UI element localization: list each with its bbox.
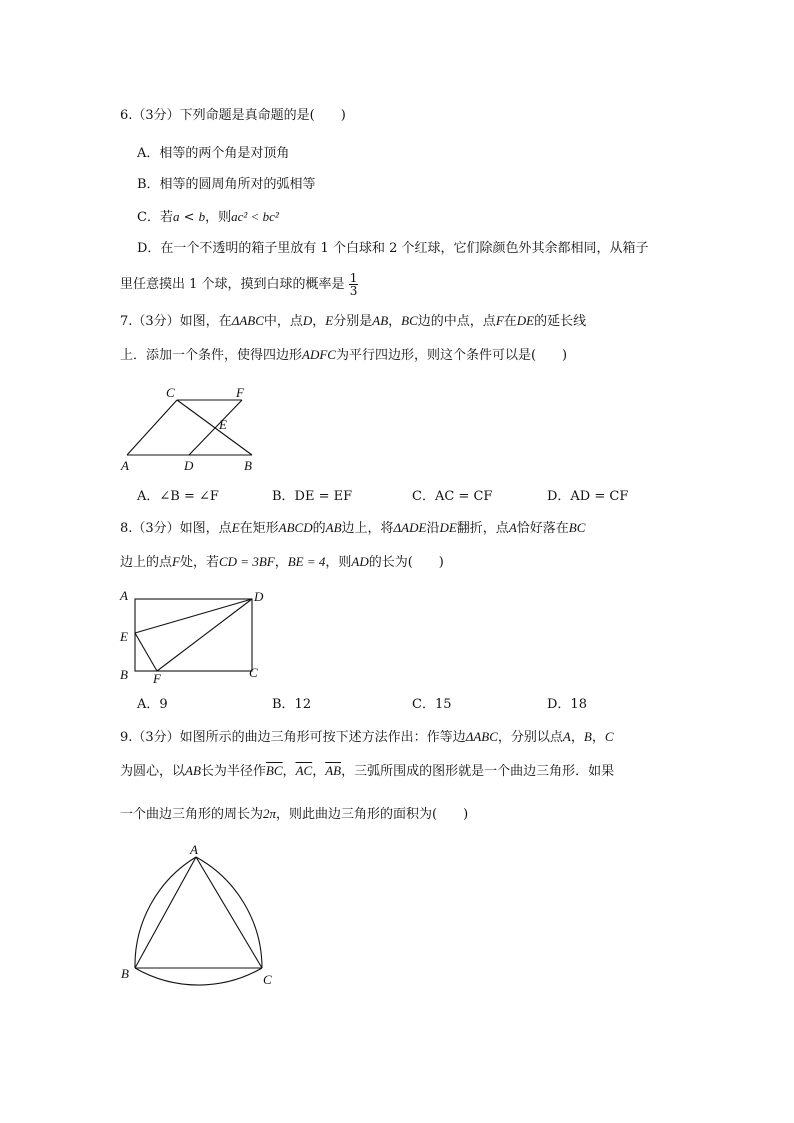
q8-a: A: [508, 520, 517, 535]
q9-label-c: C: [263, 972, 272, 987]
q9-t3: ，: [570, 730, 584, 745]
q6-d-numerator: 1: [349, 271, 358, 285]
q8-t7: 恰好落在: [516, 521, 569, 536]
q8-ade: ΔADE: [393, 520, 427, 535]
q6-option-c: [137, 208, 279, 227]
q8-t10: ，: [274, 555, 288, 570]
q9-t11: ，则此曲边三角形的面积为( ): [276, 807, 469, 822]
q7-option-b: B．DE = EF: [272, 489, 353, 504]
q8-t6: 翻折，点: [456, 521, 509, 536]
q8-t5: 沿: [426, 521, 440, 536]
q7-t2: 中，点: [263, 314, 303, 329]
q8-abcd: ABCD: [278, 520, 313, 535]
q9-t2: ，分别以点: [497, 730, 563, 745]
q7-stem-line2: [120, 346, 567, 365]
q8-t1: 8.（3分）如图，点: [120, 521, 232, 536]
q8-eq2: BE = 4: [287, 554, 326, 569]
q7-bc: BC: [401, 313, 418, 328]
q9-b: B: [583, 729, 592, 744]
q7-seg-ac: [127, 400, 177, 455]
q8-label-c: C: [249, 665, 258, 680]
q8-stem-line2: [120, 553, 444, 572]
q7-stem-line1: [120, 312, 586, 331]
q7-label-f: F: [236, 385, 244, 400]
q8-label-d: D: [254, 589, 264, 604]
q8-option-a: A．9: [137, 697, 168, 712]
q7-t1: 7.（3分）如图，在: [120, 314, 232, 329]
q9-seg-ab: [135, 857, 196, 968]
q7-label-d: D: [184, 458, 194, 473]
q9-t1: 9.（3分）如图所示的曲边三角形可按下述方法作出：作等边: [120, 730, 466, 745]
q8-eq1: CD = 3BF: [218, 554, 275, 569]
q7-f: F: [495, 313, 504, 328]
q7-t6: 边的中点，点: [417, 314, 496, 329]
q9-figure: [110, 840, 290, 990]
q8-option-c: C．15: [412, 697, 452, 712]
q8-de: DE: [439, 520, 457, 535]
q8-t8: 边上的点: [120, 555, 173, 570]
q7-t4: 分别是: [333, 314, 373, 329]
q8-bc: BC: [568, 520, 586, 535]
q8-t11: ，则: [325, 555, 352, 570]
q8-t3: 的: [312, 521, 326, 536]
q8-figure: [115, 585, 275, 685]
q8-rectangle: [135, 599, 252, 671]
q6-d-text: 里任意摸出 1 个球，摸到白球的概率是: [120, 277, 345, 292]
q8-label-b: B: [120, 667, 128, 682]
q8-label-f: F: [153, 671, 161, 686]
q8-seg-ef: [135, 633, 157, 671]
q7-option-a: A．∠B = ∠F: [137, 489, 219, 504]
q7-t5: ，: [388, 314, 402, 329]
q8-ad: AD: [351, 554, 369, 569]
q9-ab: AB: [185, 763, 201, 778]
q7-seg-df: [189, 400, 242, 455]
q7-label-c: C: [166, 385, 175, 400]
q9-t6: 长为半径作: [200, 764, 266, 779]
q6-option-d-line1: D．在一个不透明的箱子里放有 1 个白球和 2 个红球，它们除颜色外其余都相同，从箱子: [137, 241, 649, 256]
q6-c-b: b: [198, 209, 206, 224]
q6-d-fraction: [349, 272, 359, 297]
q9-t8: ，: [312, 764, 326, 779]
q7-label-a: A: [121, 458, 129, 473]
q7-tri: ΔABC: [231, 313, 264, 328]
q7-de: DE: [516, 313, 535, 328]
q9-arc-bc: $\overline{BC}$: [265, 763, 283, 778]
q8-t2: 在矩形: [239, 521, 279, 536]
q6-option-d-line2: [120, 272, 358, 297]
q8-f: F: [172, 554, 180, 569]
q6-stem: 6.（3分）下列命题是真命题的是( ): [120, 108, 346, 123]
q9-stem-line1: [120, 728, 614, 747]
q6-c-a: a: [172, 209, 180, 224]
q9-t7: ，: [282, 764, 296, 779]
q6-c-prefix: C．若: [137, 210, 173, 225]
q8-e: E: [231, 520, 240, 535]
q9-stem-line2: [120, 762, 614, 781]
q8-ab: AB: [325, 520, 342, 535]
q7-d: D: [302, 313, 313, 328]
q7-t7: 在: [503, 314, 517, 329]
q9-t5: 为圆心，以: [120, 764, 186, 779]
q7-t3: ，: [312, 314, 326, 329]
q8-option-d: D．18: [547, 697, 587, 712]
q9-label-b: B: [121, 966, 129, 981]
q8-label-a: A: [120, 588, 128, 603]
q7-seg-cb: [177, 400, 252, 455]
q7-t9: 上．添加一个条件，使得四边形: [120, 348, 303, 363]
q9-a: A: [562, 729, 571, 744]
q9-perim: 2π: [263, 806, 277, 821]
q7-t10: 为平行四边形，则这个条件可以是( ): [335, 348, 568, 363]
q9-t4: ，: [591, 730, 605, 745]
q9-arc-ab: $\overline{AB}$: [325, 763, 342, 778]
q8-seg-ed: [135, 599, 252, 633]
q7-option-d: D．AD = CF: [547, 489, 629, 504]
q9-label-a: A: [190, 842, 198, 857]
q9-seg-ac: [196, 857, 262, 968]
q8-stem-line1: [120, 519, 585, 538]
q8-seg-fd: [157, 599, 252, 671]
q8-t9: 处，若: [179, 555, 219, 570]
q9-tri: ΔABC: [465, 729, 498, 744]
q9-t9: ，三弧所围成的图形就是一个曲边三角形．如果: [341, 764, 615, 779]
q7-figure: [110, 380, 270, 480]
q9-arc-ac: $\overline{AC}$: [295, 763, 313, 778]
q9-t10: 一个曲边三角形的周长为: [120, 807, 264, 822]
q6-c-lt: <: [179, 210, 199, 225]
q7-ab: AB: [372, 313, 389, 328]
q7-e: E: [325, 313, 334, 328]
q8-t12: 的长为( ): [368, 555, 444, 570]
q9-arc-bc-curve: [135, 968, 262, 985]
q7-option-c: C．AC = CF: [412, 489, 493, 504]
q9-c: C: [604, 729, 614, 744]
q8-option-b: B．12: [272, 697, 312, 712]
q6-c-ineq: ac² < bc²: [231, 209, 279, 224]
q7-adfc: ADFC: [302, 347, 336, 362]
q9-stem-line3: [120, 805, 468, 824]
q8-label-e: E: [120, 629, 128, 644]
q7-label-e: E: [219, 417, 227, 432]
q6-c-mid: ，则: [205, 210, 232, 225]
q6-option-b: B．相等的圆周角所对的弧相等: [137, 177, 316, 192]
q7-t8: 的延长线: [534, 314, 587, 329]
q6-option-a: A．相等的两个角是对顶角: [137, 146, 290, 161]
q8-t4: 边上，将: [341, 521, 394, 536]
q7-label-b: B: [244, 458, 252, 473]
q6-d-denominator: 3: [349, 284, 358, 298]
